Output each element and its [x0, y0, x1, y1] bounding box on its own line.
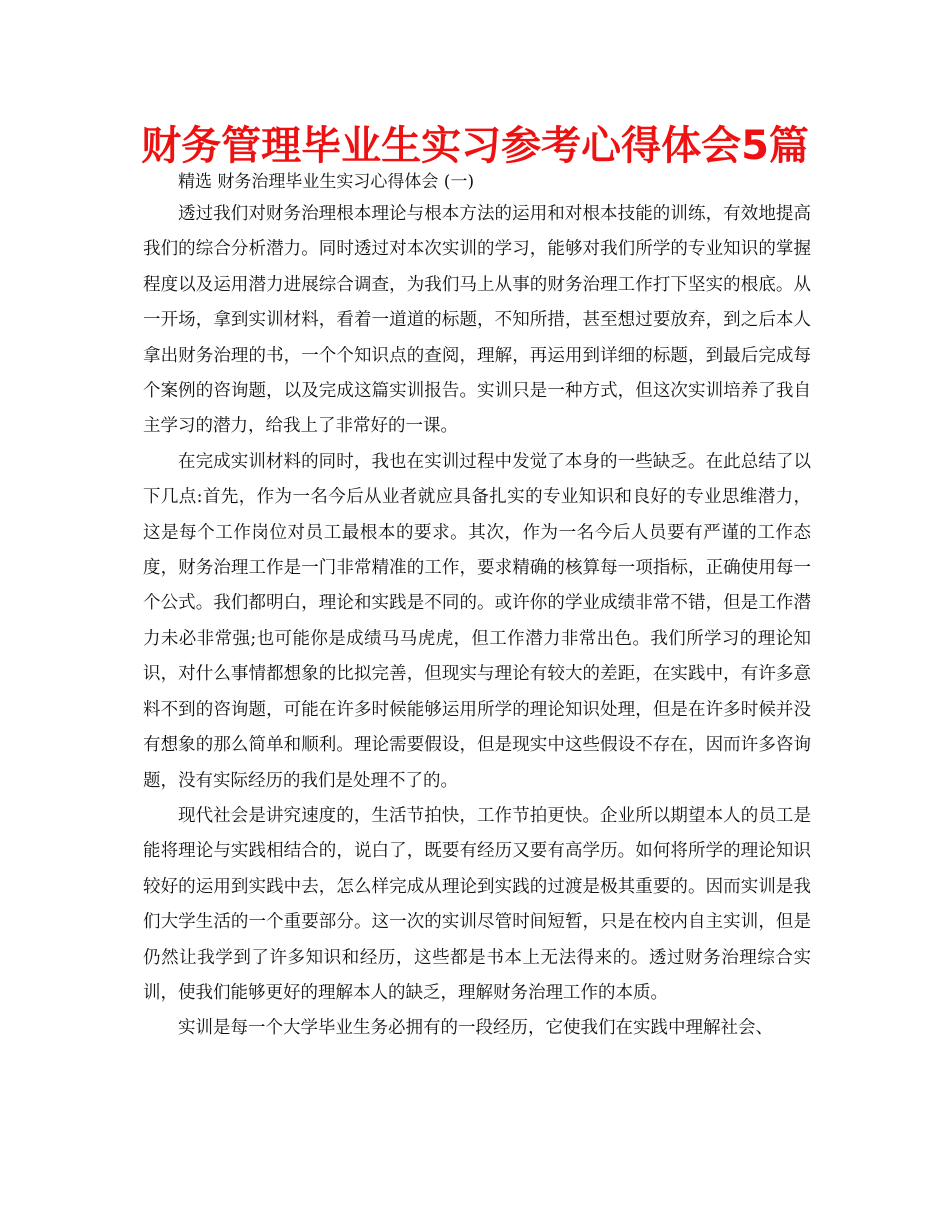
document-body	[143, 197, 811, 1047]
paragraph-2: 在完成实训材料的同时，我也在实训过程中发觉了本身的一些缺乏。在此总结了以下几点:首先，作为一名今后从业者就应具备扎实的专业知识和良好的专业思维潜力，这是每个工作岗位对员工最根本的要求。其次，作为一名今后人员要有严谨的工作态度，财务治理工作是一门非常精准的工作，要求精确的核算每一项指标，正确使用每一个公式。我们都明白，理论和实践是不同的。或许你的学业成绩非常不错，但是工作潜力未必非常强;也可能你是成绩马马虎虎，但工作潜力非常出色。我们所学习的理论知识，对什么事情都想象的比拟完善，但现实与理论有较大的差距，在实践中，有许多意料不到的咨询题，可能在许多时候能够运用所学的理论知识处理，但是在许多时候并没有想象的那么简单和顺利。理论需要假设，但是现实中这些假设不存在，因而许多咨询题，没有实际经历的我们是处理不了的。	[143, 451, 811, 791]
paragraph-1: 透过我们对财务治理根本理论与根本方法的运用和对根本技能的训练，有效地提高我们的综合分析潜力。同时透过对本次实训的学习，能够对我们所学的专业知识的掌握程度以及运用潜力进展综合调查，为我们马上从事的财务治理工作打下坚实的根底。从一开场，拿到实训材料，看着一道道的标题，不知所措，甚至想过要放弃，到之后本人拿出财务治理的书，一个个知识点的查阅，理解，再运用到详细的标题，到最后完成每个案例的咨询题，以及完成这篇实训报告。实训只是一种方式，但这次实训培养了我自主学习的潜力，给我上了非常好的一课。	[143, 204, 811, 437]
paragraph-4: 实训是每一个大学毕业生务必拥有的一段经历，它使我们在实践中理解社会、	[178, 1018, 773, 1039]
paragraph-3: 现代社会是讲究速度的，生活节拍快，工作节拍更快。企业所以期望本人的员工是能将理论与实践相结合的，说白了，既要有经历又要有高学历。如何将所学的理论知识较好的运用到实践中去，怎么样完成从理论到实践的过渡是极其重要的。因而实训是我们大学生活的一个重要部分。这一次的实训尽管时间短暂，只是在校内自主实训，但是仍然让我学到了许多知识和经历，这些都是书本上无法得来的。透过财务治理综合实训，使我们能够更好的理解本人的缺乏，理解财务治理工作的本质。	[143, 805, 811, 1003]
document-title: 财务管理毕业生实习参考心得体会5篇	[141, 123, 809, 169]
document-subtitle: 精选 财务治理毕业生实习心得体会 (一)	[178, 172, 475, 192]
